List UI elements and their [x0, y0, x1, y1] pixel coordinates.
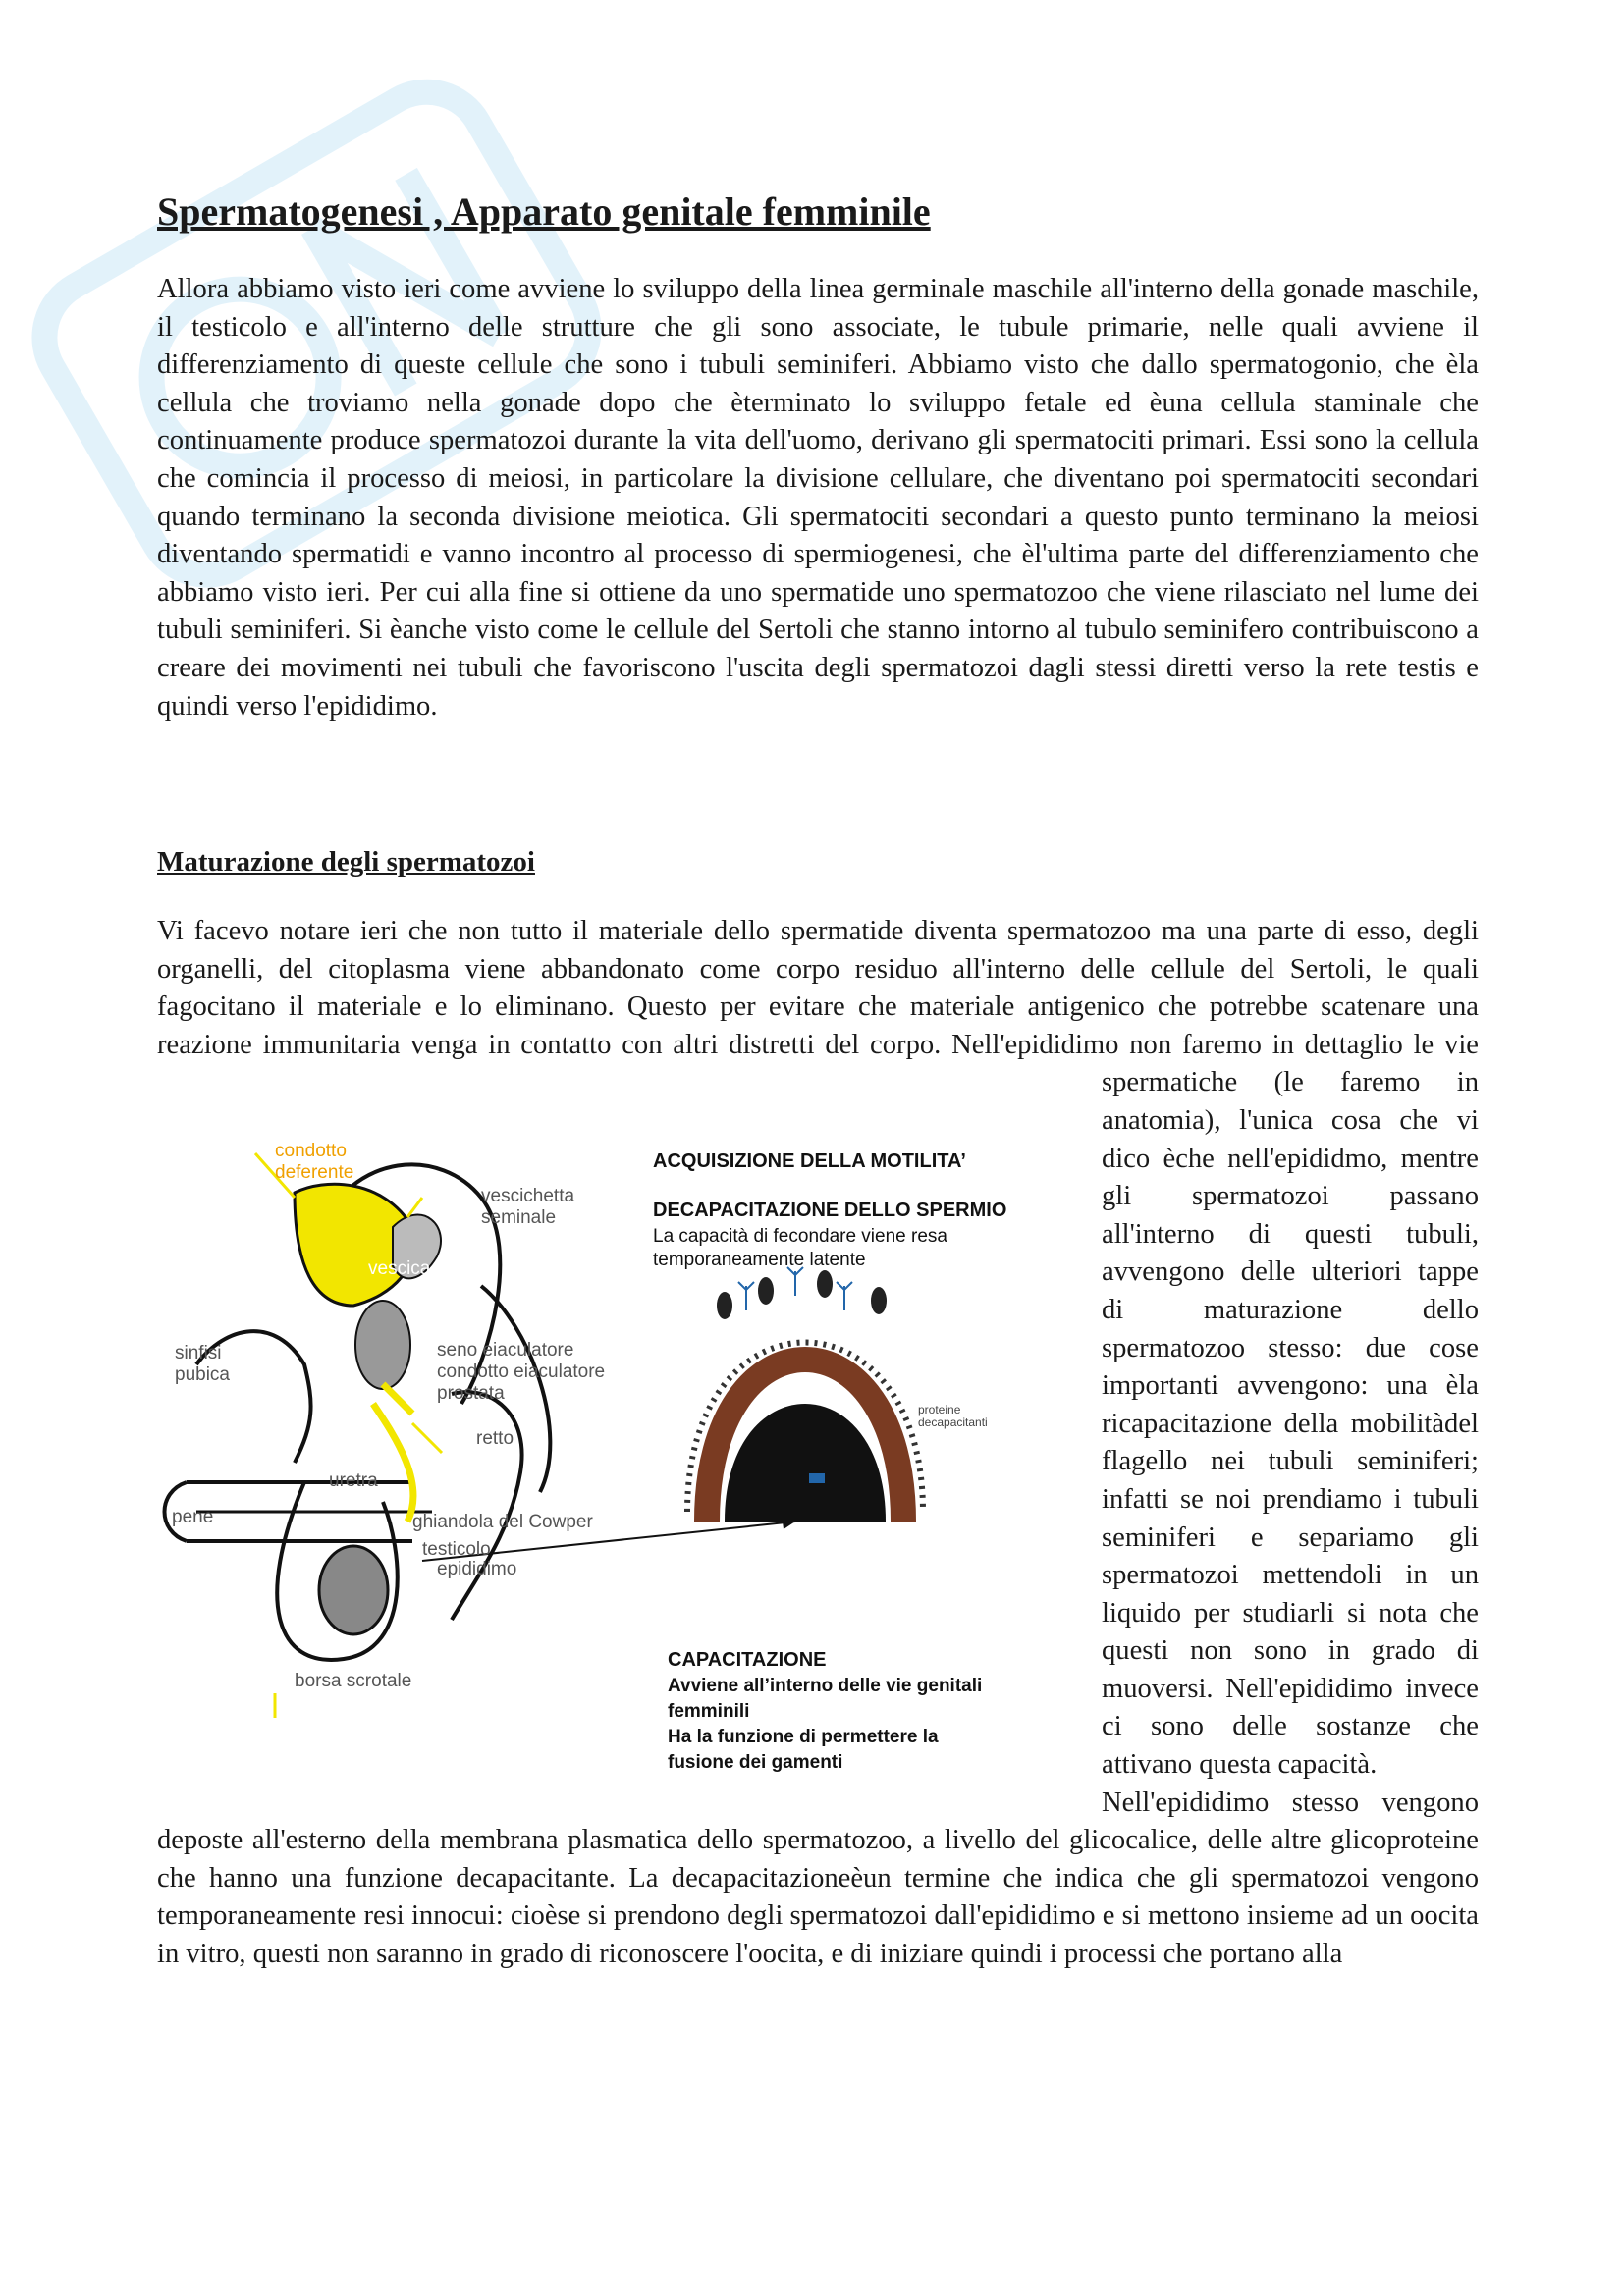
- label-retto: retto: [476, 1428, 514, 1449]
- rectum-outline: [452, 1392, 522, 1620]
- heading-decapacitazione: DECAPACITAZIONE DELLO SPERMIO: [653, 1200, 1007, 1221]
- label-prostata: prostata: [437, 1383, 505, 1404]
- label-vescica: vescica: [368, 1258, 431, 1279]
- label-sinfisi: sinfisi pubica: [175, 1343, 230, 1385]
- testis-shape: [319, 1546, 388, 1634]
- label-cowper: ghiandola del Cowper: [412, 1512, 593, 1532]
- heading-capacitazione: CAPACITAZIONE: [668, 1649, 827, 1671]
- label-epididimo: epididimo: [437, 1559, 517, 1579]
- legend-square: [810, 1474, 824, 1482]
- decap-proteins: [717, 1270, 887, 1319]
- label-testicolo: testicolo: [422, 1539, 491, 1560]
- label-seno: seno eiaculatore: [437, 1340, 574, 1361]
- page-title: Spermatogenesi , Apparato genitale femminile: [157, 189, 931, 234]
- body-paragraph-2: Nell'epididimo stesso vengono deposte all'esterno della membrana plasmatica dello spermatozoo, a livello del glicocalice, delle altre glicoproteine che hanno una funzione decapacitante. La decapacitazioneèun termine che indica che gli spermatozoi vengono temporaneamente resi innocui: cioèse si prendono degli spermatozoi dall'epididimo e si mettono insieme ad un oocita in vitro, questi non saranno in grado di riconoscere l'oocita, e di iniziare quindi i processi che portano alla: [157, 1787, 1479, 1970]
- section-heading: Maturazione degli spermatozoi: [157, 846, 535, 878]
- body-paragraph: Vi facevo notare ieri che non tutto il materiale dello spermatide diventa spermatozoo ma una parte di esso, degli organelli, del citoplasma viene abbandonato come corpo residuo all'interno delle cellule del Sertoli, le quali fagocitano il materiale e lo eliminano. Questo per evitare che materiale antigenico che potrebbe scatenare una reazione immunitaria venga in contatto con altri distretti del corpo. Nell'epididimo non faremo in dettaglio le vie spermatiche (le faremo in anatomia), l'unica cosa che vi dico èche nell'epididmo, mentre gli spermatozoi passano all'interno di questi tubuli, avvengono delle ulteriori tappe di maturazione dello spermatozoo stesso: due cose importanti avvengono: una èla ricapacitazione della mobilitàdel flagello nei tubuli seminiferi; infatti se noi prendiamo i tubuli seminiferi e separiamo gli spermatozoi mettendoli in un liquido per studiarli si nota che questi non sono in grado di muoversi. Nell'epididimo invece ci sono delle sostanze che attivano questa capacità.: [157, 916, 1479, 1781]
- label-condotto-deferente: condotto deferente: [275, 1141, 354, 1183]
- cap-description: Avviene all’interno delle vie genitali femminili Ha la funzione di permettere la fusione dei gamenti: [668, 1676, 983, 1773]
- membrane-inner: [725, 1404, 886, 1522]
- heading-acquisizione: ACQUISIZIONE DELLA MOTILITA’: [653, 1150, 966, 1172]
- label-condotto-eiac: condotto eiaculatore: [437, 1362, 606, 1382]
- pointer-uretra: [412, 1423, 442, 1453]
- yellow-ducts: [373, 1384, 413, 1522]
- prostate-shape: [355, 1301, 410, 1389]
- anatomy-figure: [157, 1109, 1060, 1796]
- intro-paragraph: Allora abbiamo visto ieri come avviene lo sviluppo della linea germinale maschile all'interno della gonade maschile, il testicolo e all'interno delle strutture che gli sono associate, le tubule primarie, nelle quali avviene il differenziamento di queste cellule che sono i tubuli seminiferi. Abbiamo visto che dallo spermatogonio, che èla cellula che troviamo nella gonade dopo che èterminato lo sviluppo fetale ed èuna cellula staminale che continuamente produce spermatozoi durante la vita dell'uomo, derivano gli spermatociti primari. Essi sono la cellula che comincia il processo di meiosi, in particolare la divisione cellulare, che diventano poi spermatociti secondari quando terminano la seconda divisione meiotica. Gli spermatociti secondari a questo punto terminano la meiosi diventando spermatidi e vanno incontro al processo di spermiogenesi, che èl'ultima parte del differenziamento che abbiamo visto ieri. Per cui alla fine si ottiene da uno spermatide uno spermatozoo che viene rilasciato nel lume dei tubuli seminiferi. Si èanche visto come le cellule del Sertoli che stanno intorno al tubulo seminifero contribuiscono a creare dei movimenti nei tubuli che favoriscono l'uscita degli spermatozoi dagli stessi diretti verso la rete testis e quindi verso l'epididimo.: [157, 274, 1479, 721]
- label-proteine: proteine decapacitanti: [918, 1403, 988, 1429]
- decap-description: La capacità di fecondare viene resa temporaneamente latente: [653, 1226, 947, 1270]
- label-pene: pene: [172, 1507, 214, 1527]
- label-uretra: uretra: [329, 1470, 378, 1491]
- label-vescichetta: vescichetta seminale: [481, 1186, 575, 1228]
- label-borsa: borsa scrotale: [295, 1671, 412, 1691]
